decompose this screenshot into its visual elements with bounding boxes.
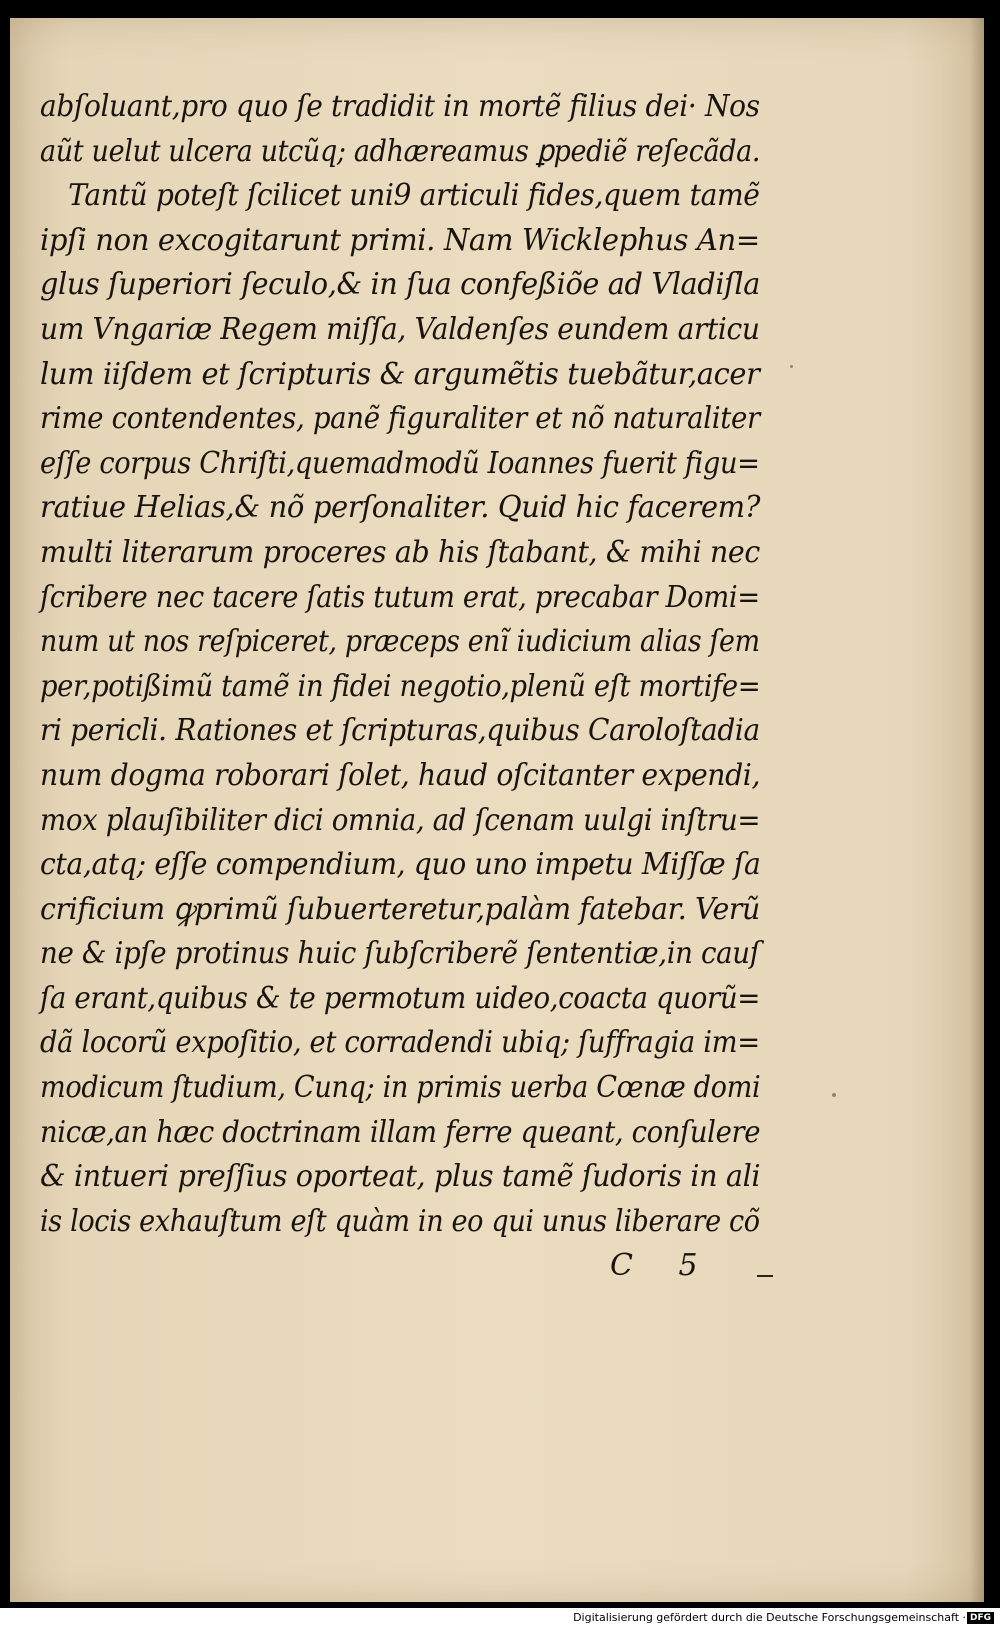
text-line: abſoluant,pro quo ſe tradidit in mortẽ filius dei· Nos [40, 89, 760, 124]
text-line: glus ſuperiori ſeculo,& in ſua confeßiõe ad Vladiſla [40, 267, 760, 303]
text-line: aũt uelut ulcera utcũq; adhæreamus ꝑpediẽ reſecãda. [40, 133, 761, 169]
dfg-logo: DFG [967, 1612, 994, 1624]
text-line: um Vngariæ Regem miſſa, Valdenſes eundem articu [40, 311, 760, 347]
catchword-dash [757, 1275, 773, 1277]
text-line: is locis exhauſtum eſt quàm in eo qui unus liberare cõ [40, 1203, 760, 1239]
text-line: lum iiſdem et ſcripturis & argumẽtis tuebãtur,acer [40, 356, 760, 392]
text-line: per,potißimũ tamẽ in fidei negotio,plenũ eſt mortife= [40, 668, 761, 704]
digitization-credit: Digitalisierung gefördert durch die Deutsche Forschungsgemeinschaft · [573, 1611, 966, 1624]
text-line: ri pericli. Rationes et ſcripturas,quibus Caroloſtadia [40, 713, 760, 749]
text-line: ne & ipſe protinus huic ſubſcriberẽ ſententiæ,in cauſ [40, 936, 760, 972]
text-line: crificium ꝙprimũ ſubuerteretur,palàm fatebar. Verũ [40, 891, 760, 927]
text-line: num dogma roborari ſolet, haud oſcitanter expendi, [40, 757, 761, 793]
text-line: mox plauſibiliter dici omnia, ad ſcenam uulgi inſtru= [40, 802, 761, 838]
text-line: nicæ,an hæc doctrinam illam ferre queant, conſulere [40, 1114, 761, 1150]
text-line: dã locorũ expoſitio, et corradendi ubiq; ſuffragia im= [40, 1025, 760, 1061]
text-line: cta,atq; eſſe compendium, quo uno impetu Miſſæ ſa [40, 847, 761, 883]
paper-speck [790, 365, 793, 368]
text-line: ſcribere nec tacere ſatis tutum erat, precabar Domi= [40, 579, 760, 615]
text-line: modicum ſtudium, Cunq; in primis uerba Cœnæ domi [40, 1070, 761, 1106]
paper-speck [832, 1093, 836, 1097]
text-line: num ut nos reſpiceret, præceps enĩ iudicium alias ſem [40, 624, 760, 660]
text-line: & intueri preſſius oporteat, plus tamẽ ſudoris in ali [40, 1159, 761, 1195]
text-line: ipſi non excogitarunt primi. Nam Wicklephus An= [40, 222, 760, 258]
signature-mark: C 5 [610, 1248, 716, 1283]
text-line: eſſe corpus Chriſti,quemadmodũ Ioannes fuerit figu= [40, 445, 760, 481]
text-line: ſa erant,quibus & te permotum uideo,coacta quorũ= [40, 980, 761, 1016]
body-text [40, 85, 760, 1244]
text-line: ratiue Helias,& nõ perſonaliter. Quid hic facerem? [40, 490, 761, 526]
text-line: rime contendentes, panẽ figuraliter et nõ naturaliter [40, 401, 760, 437]
page-edge-shadow [970, 18, 984, 1602]
text-line: multi literarum proceres ab his ſtabant, & mihi nec [40, 534, 760, 570]
text-line: Tantũ poteſt ſcilicet uni9 articuli fides,quem tamẽ [68, 178, 760, 214]
